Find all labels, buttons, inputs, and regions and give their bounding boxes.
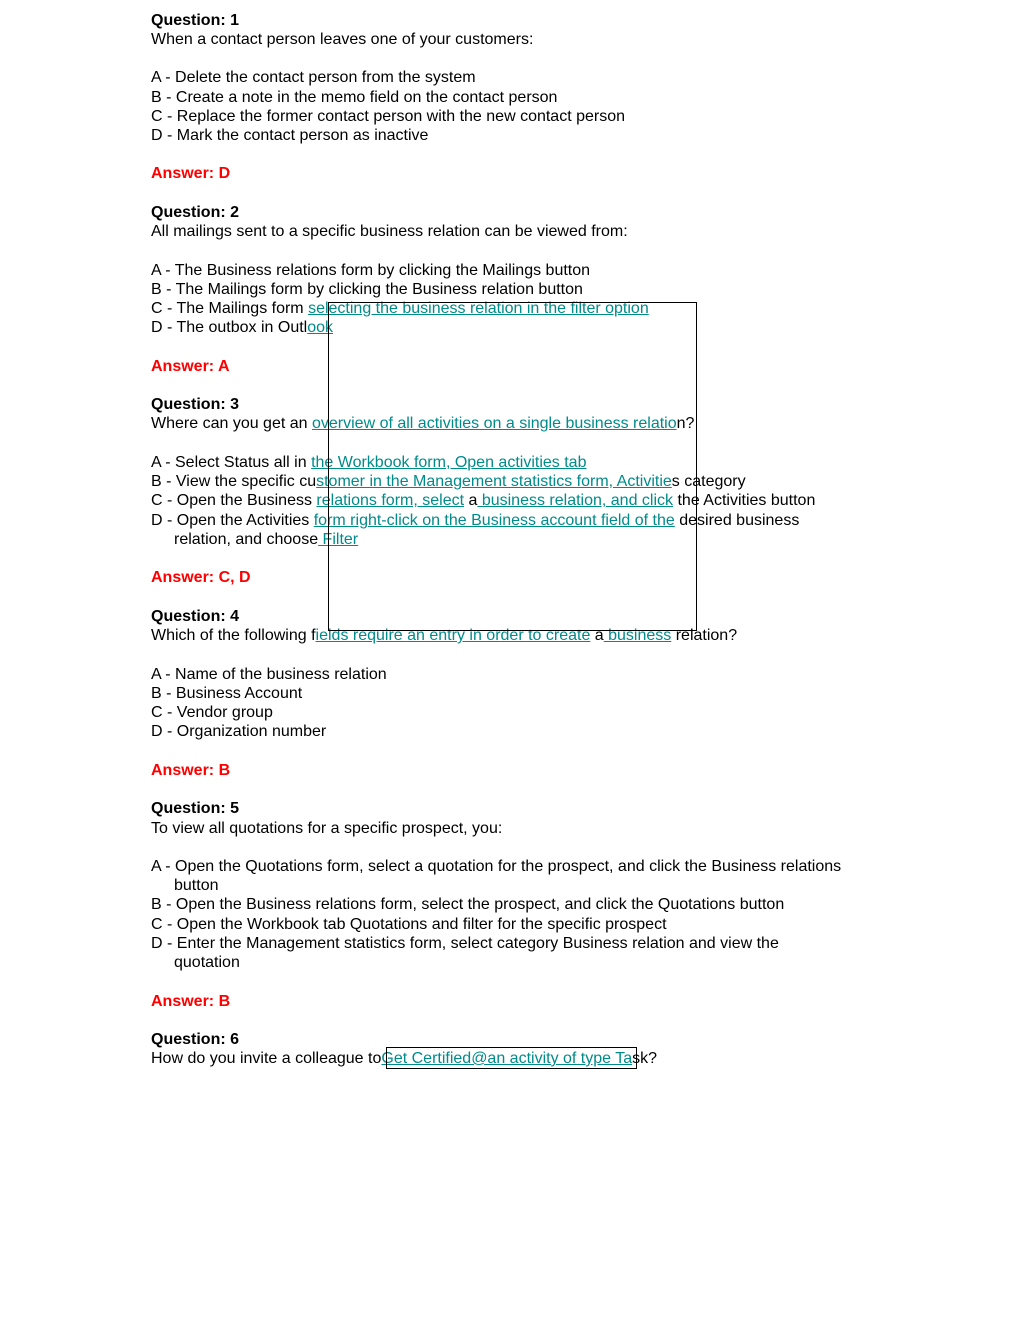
question-3-option-a-text: A - Select Status all in (151, 454, 312, 471)
question-4-option-c: C - Vendor group (151, 704, 273, 721)
question-5-option-a-continued: button (174, 877, 219, 894)
question-3-option-c-link-2[interactable]: business relation, and click (477, 492, 674, 509)
question-3-option-d-cont-link[interactable]: Filter (318, 531, 359, 548)
question-3-option-b-text: B - View the specific cu (151, 473, 317, 490)
question-5-option-d: D - Enter the Management statistics form, select category Business relation and view the (151, 935, 779, 952)
question-4-text-after: relation? (671, 627, 738, 644)
question-1-text: When a contact person leaves one of your customers: (151, 31, 534, 48)
question-3-heading: Question: 3 (151, 396, 240, 413)
question-3-option-d-after: desired business (674, 512, 800, 529)
question-4-answer: Answer: B (151, 762, 231, 779)
question-4-text-mid: a (590, 627, 604, 644)
question-3-answer: Answer: C, D (151, 569, 251, 586)
question-1-heading: Question: 1 (151, 12, 240, 29)
question-6-text-after: sk? (632, 1050, 658, 1067)
question-3-option-c-after: the Activities button (673, 492, 816, 509)
question-2-option-c-text: C - The Mailings form (151, 300, 309, 317)
question-4-heading: Question: 4 (151, 608, 240, 625)
question-3-option-c-text: C - Open the Business (151, 492, 317, 509)
question-4-option-d: D - Organization number (151, 723, 327, 740)
question-3-option-b-link[interactable]: stomer in the Management statistics form, Activitie (316, 473, 672, 490)
question-1-answer: Answer: D (151, 165, 231, 182)
question-3-text-link[interactable]: overview of all activities on a single business relatio (311, 415, 677, 432)
question-4-text-before: Which of the following f (151, 627, 316, 644)
question-6-heading: Question: 6 (151, 1031, 240, 1048)
question-3-option-d-link[interactable]: form right-click on the Business account field of the (313, 512, 675, 529)
question-5-option-c: C - Open the Workbook tab Quotations and filter for the specific prospect (151, 916, 667, 933)
question-5-option-b: B - Open the Business relations form, select the prospect, and click the Quotations button (151, 896, 785, 913)
get-certified-link-frame[interactable] (386, 1047, 637, 1069)
watermark-frame (328, 302, 697, 631)
question-1-option-b: B - Create a note in the memo field on the contact person (151, 89, 558, 106)
question-5-heading: Question: 5 (151, 800, 240, 817)
question-2-option-d-link[interactable]: ook (307, 319, 334, 336)
question-3-option-c-mid: a (464, 492, 478, 509)
question-2-option-b: B - The Mailings form by clicking the Business relation button (151, 281, 583, 298)
question-2-option-d (151, 318, 333, 337)
question-6-text-before: How do you invite a colleague to (151, 1050, 382, 1067)
question-2-option-d-text: D - The outbox in Outl (151, 319, 308, 336)
question-3-text-after: n? (676, 415, 695, 432)
question-4-option-b: B - Business Account (151, 685, 303, 702)
question-4-text-link-2[interactable]: business (603, 627, 672, 644)
question-3-option-d-cont-text: relation, and choose (174, 531, 319, 548)
question-1-option-a: A - Delete the contact person from the system (151, 69, 476, 86)
question-4-text-link-1[interactable]: ields require an entry in order to create (315, 627, 591, 644)
question-3-text-before: Where can you get an (151, 415, 312, 432)
question-3-option-a-link[interactable]: the Workbook form, Open activities tab (311, 454, 587, 471)
question-5-option-a: A - Open the Quotations form, select a quotation for the prospect, and click the Business relations (151, 858, 842, 875)
question-3-option-b-after: s category (671, 473, 746, 490)
question-2-text: All mailings sent to a specific business relation can be viewed from: (151, 223, 628, 240)
question-2-heading: Question: 2 (151, 204, 240, 221)
question-5-text: To view all quotations for a specific prospect, you: (151, 820, 503, 837)
question-6-text-link[interactable]: Get Certified@an activity of type Ta (381, 1050, 633, 1067)
question-1-option-d: D - Mark the contact person as inactive (151, 127, 429, 144)
question-1-option-c: C - Replace the former contact person with the new contact person (151, 108, 626, 125)
question-2-answer: Answer: A (151, 358, 230, 375)
question-2-option-c-link[interactable]: selecting the business relation in the filter option (308, 300, 649, 317)
question-5-option-d-continued: quotation (174, 954, 240, 971)
question-3-option-d-text: D - Open the Activities (151, 512, 314, 529)
question-3-option-c-link-1[interactable]: relations form, select (316, 492, 465, 509)
question-5-answer: Answer: B (151, 993, 231, 1010)
question-4-option-a: A - Name of the business relation (151, 666, 387, 683)
question-2-option-a: A - The Business relations form by clicking the Mailings button (151, 262, 591, 279)
